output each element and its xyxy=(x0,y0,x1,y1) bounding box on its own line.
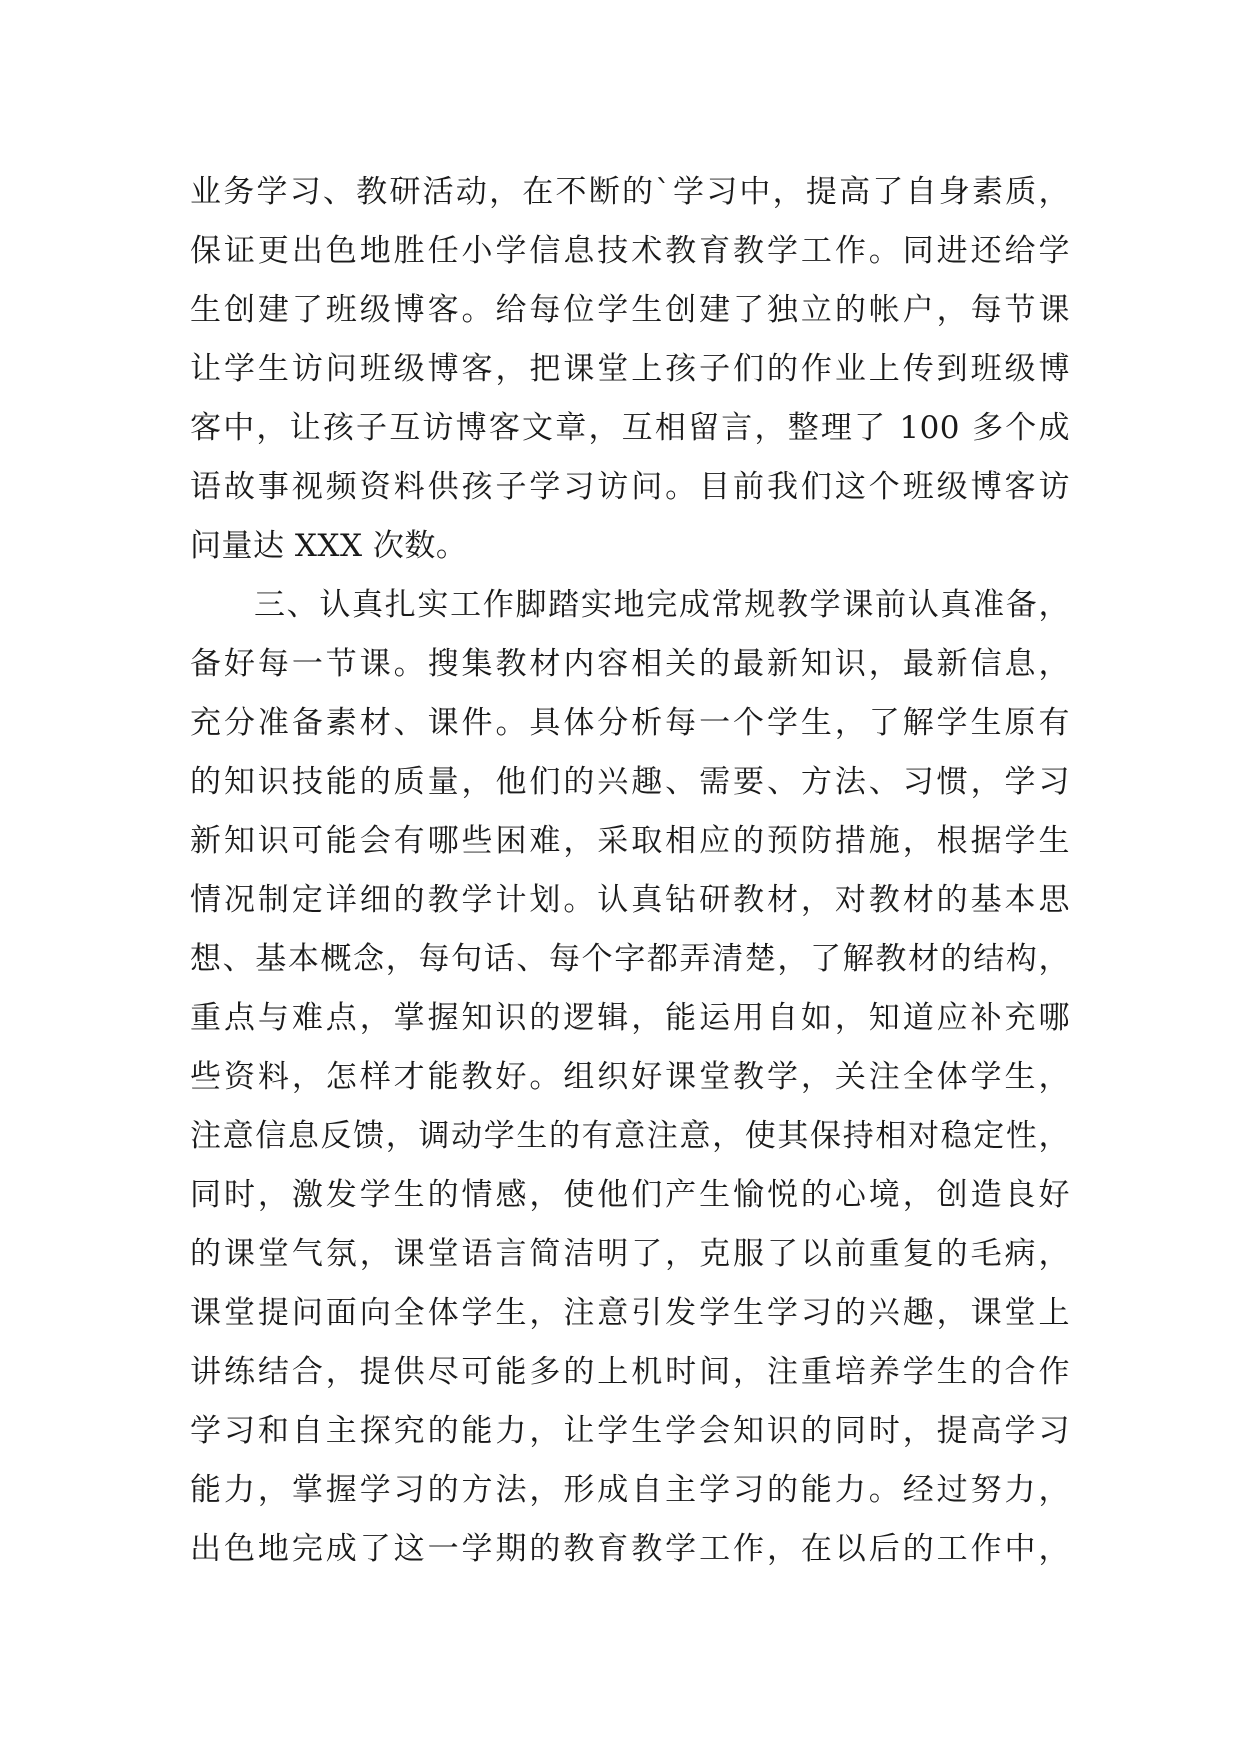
paragraph-2-line-11: 同时，激发学生的情感，使他们产生愉悦的心境，创造良好 xyxy=(190,1177,1070,1213)
paragraph-2-line-1: 三、认真扎实工作脚踏实地完成常规教学课前认真准备， xyxy=(254,587,1070,623)
paragraph-2-line-8: 重点与难点，掌握知识的逻辑，能运用自如，知道应补充哪 xyxy=(190,1000,1070,1036)
paragraph-1-line-1: 业务学习、教研活动，在不断的`学习中，提高了自身素质， xyxy=(190,174,1070,210)
document-body xyxy=(190,163,1070,1638)
paragraph-1-line-7: 问量达 XXX 次数。 xyxy=(190,528,468,564)
paragraph-1-line-6: 语故事视频资料供孩子学习访问。目前我们这个班级博客访 xyxy=(190,469,1070,505)
paragraph-2-line-13: 课堂提问面向全体学生，注意引发学生学习的兴趣，课堂上 xyxy=(190,1295,1070,1331)
paragraph-2-line-16: 能力，掌握学习的方法，形成自主学习的能力。经过努力， xyxy=(190,1472,1070,1508)
paragraph-2-line-7: 想、基本概念，每句话、每个字都弄清楚，了解教材的结构， xyxy=(190,941,1070,977)
paragraph-1-line-3: 生创建了班级博客。给每位学生创建了独立的帐户，每节课 xyxy=(190,292,1070,328)
paragraph-2-line-10: 注意信息反馈，调动学生的有意注意，使其保持相对稳定性， xyxy=(190,1118,1070,1154)
paragraph-2-line-4: 的知识技能的质量，他们的兴趣、需要、方法、习惯，学习 xyxy=(190,764,1070,800)
paragraph-1-line-2: 保证更出色地胜任小学信息技术教育教学工作。同进还给学 xyxy=(190,233,1070,269)
paragraph-2-line-2: 备好每一节课。搜集教材内容相关的最新知识，最新信息， xyxy=(190,646,1070,682)
paragraph-2-line-3: 充分准备素材、课件。具体分析每一个学生，了解学生原有 xyxy=(190,705,1070,741)
paragraph-2-line-17: 出色地完成了这一学期的教育教学工作，在以后的工作中， xyxy=(190,1531,1070,1567)
paragraph-1-line-5: 客中，让孩子互访博客文章，互相留言，整理了 100 多个成 xyxy=(190,410,1070,446)
paragraph-2-line-6: 情况制定详细的教学计划。认真钻研教材，对教材的基本思 xyxy=(190,882,1070,918)
paragraph-2-line-5: 新知识可能会有哪些困难，采取相应的预防措施，根据学生 xyxy=(190,823,1070,859)
paragraph-2-line-14: 讲练结合，提供尽可能多的上机时间，注重培养学生的合作 xyxy=(190,1354,1070,1390)
paragraph-1-line-4: 让学生访问班级博客，把课堂上孩子们的作业上传到班级博 xyxy=(190,351,1070,387)
paragraph-2-line-12: 的课堂气氛，课堂语言简洁明了，克服了以前重复的毛病， xyxy=(190,1236,1070,1272)
paragraph-2-line-15: 学习和自主探究的能力，让学生学会知识的同时，提高学习 xyxy=(190,1413,1070,1449)
paragraph-2-line-9: 些资料，怎样才能教好。组织好课堂教学，关注全体学生， xyxy=(190,1059,1070,1095)
paragraph-2-line-18 xyxy=(190,1579,1070,1638)
